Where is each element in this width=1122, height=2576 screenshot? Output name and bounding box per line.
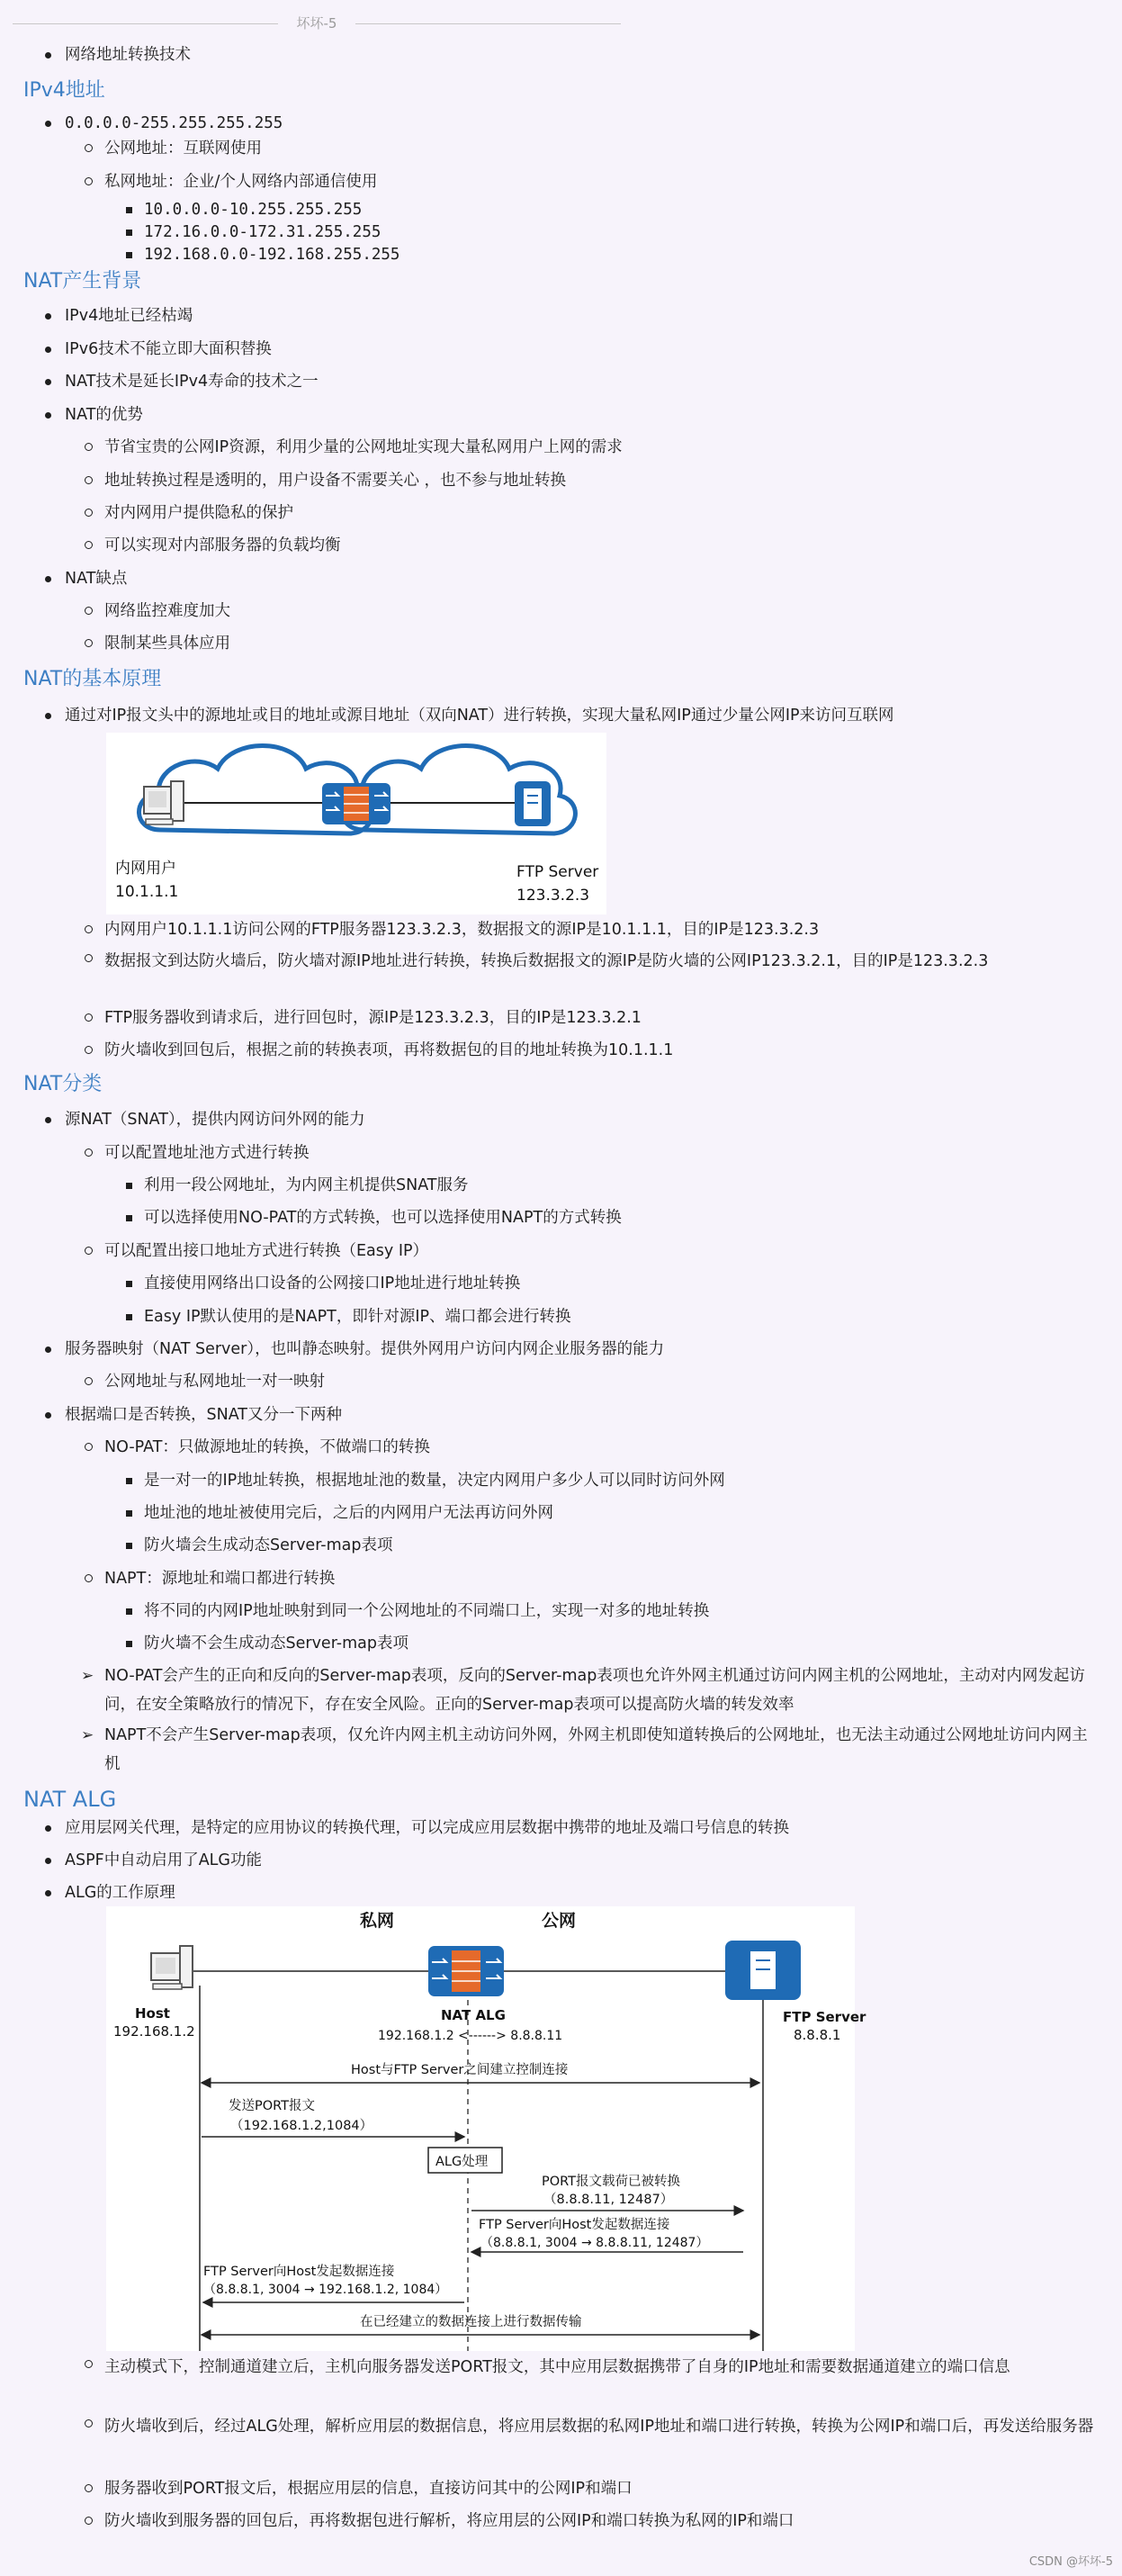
zone-private-label: 私网: [360, 1911, 395, 1931]
bullet-item: 地址池的地址被使用完后，之后的内网用户无法再访问外网: [144, 1501, 553, 1525]
bullet-item: 服务器映射（NAT Server），也叫静态映射。提供外网用户访问内网企业服务器的能力: [65, 1338, 664, 1361]
heading-ipv4: IPv4地址: [23, 79, 105, 102]
zone-public-label: 公网: [542, 1911, 577, 1931]
msg-control-connection: Host与FTP Server之间建立控制连接: [351, 2063, 569, 2077]
bullet-item: 是一对一的IP地址转换，根据地址池的数量，决定内网用户多少人可以同时访问外网: [144, 1469, 725, 1492]
bullet-item: 172.16.0.0-172.31.255.255: [144, 221, 381, 244]
firewall-icon: [428, 1946, 504, 1996]
bullet-item: 地址转换过程是透明的，用户设备不需要关心 ，也不参与地址转换: [104, 469, 566, 492]
bullet-item: 利用一段公网地址，为内网主机提供SNAT服务: [144, 1174, 469, 1197]
bullet-item: 0.0.0.0-255.255.255.255: [65, 112, 283, 135]
server-ip: 8.8.8.1: [794, 2027, 841, 2043]
server-icon: [725, 1941, 801, 2000]
bullet-item: 数据报文到达防火墙后，防火墙对源IP地址进行转换，转换后数据报文的源IP是防火墙的公网IP123.3.2.1，目的IP是123.3.2.3: [104, 947, 1094, 976]
bullet-item: 防火墙会生成动态Server-map表项: [144, 1534, 392, 1557]
bullet-item: FTP服务器收到请求后，进行回包时，源IP是123.3.2.3，目的IP是123.3.2.1: [104, 1006, 642, 1030]
bullet-item: 直接使用网络出口设备的公网接口IP地址进行地址转换: [144, 1272, 520, 1295]
host-label: 内网用户: [115, 860, 176, 878]
bullet-item: ➢ NAPT不会产生Server-map表项，仅允许内网主机主动访问外网，外网主机即使知道转换后的公网地址，也无法主动通过公网地址访问内网主机: [104, 1721, 1103, 1779]
host-ip: 10.1.1.1: [115, 883, 179, 901]
bullet-item: NAT缺点: [65, 567, 127, 590]
bullet-item: 源NAT（SNAT），提供内网访问外网的能力: [65, 1108, 365, 1131]
bullet-item: 限制某些具体应用: [104, 632, 230, 655]
top-divider: 坏坏-5: [13, 13, 621, 34]
msg-port-converted: PORT报文载荷已被转换: [542, 2175, 681, 2189]
bullet-item: NAT技术是延长IPv4寿命的技术之一: [65, 370, 319, 393]
bullet-item: Easy IP默认使用的是NAPT，即针对源IP、端口都会进行转换: [144, 1305, 571, 1329]
bullet-item: 应用层网关代理，是特定的应用协议的转换代理，可以完成应用层数据中携带的地址及端口号信息的转换: [65, 1816, 789, 1840]
alg-sequence-figure: [106, 1906, 866, 2351]
bullet-item: 可以选择使用NO-PAT的方式转换，也可以选择使用NAPT的方式转换: [144, 1206, 622, 1229]
bullet-item: 可以实现对内部服务器的负载均衡: [104, 534, 341, 557]
bullet-item: 可以配置出接口地址方式进行转换（Easy IP）: [104, 1239, 428, 1263]
msg-server-data-conn-addr: （8.8.8.1, 3004 → 8.8.8.11, 12487）: [480, 2236, 709, 2250]
server-label: FTP Server: [783, 2009, 866, 2025]
msg-send-port: 发送PORT报文: [229, 2099, 316, 2113]
msg-server-to-host: FTP Server向Host发起数据连接: [203, 2265, 395, 2279]
heading-nat-background: NAT产生背景: [23, 270, 142, 293]
bullet-item: NO-PAT：只做源地址的转换，不做端口的转换: [104, 1436, 430, 1459]
bullet-item: 服务器收到PORT报文后，根据应用层的信息，直接访问其中的公网IP和端口: [104, 2477, 633, 2500]
bullet-item: 防火墙收到服务器的回包后，再将数据包进行解析，将应用层的公网IP和端口转换为私网的IP和端口: [104, 2509, 794, 2533]
bullet-item: 网络地址转换技术: [65, 43, 191, 67]
bullet-item: ASPF中自动启用了ALG功能: [65, 1849, 262, 1872]
bullet-item: ➢ NO-PAT会产生的正向和反向的Server-map表项，反向的Server-map表项也允许外网主机通过访问内网主机的公网地址，主动对内网发起访问，在安全策略放行的情况下，存在安全风险。正向的Server-map表项可以提高防火墙的转发效率: [104, 1662, 1103, 1719]
pc-icon: [144, 781, 184, 824]
bullet-item: 防火墙收到回包后，根据之前的转换表项，再将数据包的目的地址转换为10.1.1.1: [104, 1039, 673, 1062]
server-icon: [515, 781, 551, 826]
bullet-item: 主动模式下，控制通道建立后，主机向服务器发送PORT报文，其中应用层数据携带了自身的IP地址和需要数据通道建立的端口信息: [104, 2353, 1103, 2382]
heading-nat-class: NAT分类: [23, 1073, 103, 1095]
pc-icon: [151, 1946, 193, 1989]
firewall-icon: [322, 783, 390, 824]
bullet-item: 防火墙收到后，经过ALG处理，解析应用层的数据信息，将应用层数据的私网IP地址和端口进行转换，转换为公网IP和端口后，再发送给服务器: [104, 2412, 1103, 2441]
heading-nat-basic: NAT的基本原理: [23, 668, 162, 690]
bullet-item: 节省宝贵的公网IP资源，利用少量的公网地址实现大量私网用户上网的需求: [104, 436, 623, 459]
bullet-item: NAT的优势: [65, 403, 143, 427]
server-label: FTP Server: [516, 863, 599, 881]
bullet-item: 公网地址与私网地址一对一映射: [104, 1370, 325, 1393]
bullet-item: 网络监控难度加大: [104, 599, 230, 623]
host-label: Host: [135, 2005, 170, 2022]
bullet-item: 防火墙不会生成动态Server-map表项: [144, 1632, 408, 1655]
watermark: CSDN @坏坏-5: [1028, 2555, 1113, 2569]
alg-process-box: ALG处理: [435, 2155, 489, 2169]
heading-nat-alg: NAT ALG: [23, 1787, 117, 1812]
bullet-item: 通过对IP报文头中的源地址或目的地址或源目地址（双向NAT）进行转换，实现大量私网IP通过少量公网IP来访问互联网: [65, 704, 894, 727]
bullet-item: IPv6技术不能立即大面积替换: [65, 338, 272, 361]
nat-label: NAT ALG: [441, 2007, 506, 2023]
nat-topology-figure: [106, 733, 606, 914]
bullet-item: IPv4地址已经枯竭: [65, 304, 193, 328]
msg-send-port-addr: （192.168.1.2,1084）: [230, 2119, 373, 2133]
bullet-item: 内网用户10.1.1.1访问公网的FTP服务器123.3.2.3，数据报文的源IP是10.1.1.1，目的IP是123.3.2.3: [104, 918, 819, 941]
msg-port-converted-addr: （8.8.8.11, 12487）: [543, 2193, 674, 2207]
bullet-item: 192.168.0.0-192.168.255.255: [144, 243, 399, 266]
bullet-item: 可以配置地址池方式进行转换: [104, 1141, 310, 1165]
msg-data-transfer: 在已经建立的数据连接上进行数据传输: [360, 2315, 582, 2329]
server-ip: 123.3.2.3: [516, 887, 590, 905]
bullet-item: 将不同的内网IP地址映射到同一个公网地址的不同端口上，实现一对多的地址转换: [144, 1599, 709, 1623]
nat-mapping: 192.168.1.2 <------> 8.8.8.11: [378, 2029, 563, 2043]
msg-server-to-host-addr: （8.8.8.1, 3004 → 192.168.1.2, 1084）: [203, 2283, 448, 2297]
bullet-item: 公网地址：互联网使用: [104, 137, 262, 160]
bullet-item: 根据端口是否转换，SNAT又分一下两种: [65, 1403, 342, 1427]
host-ip: 192.168.1.2: [113, 2023, 195, 2040]
bullet-item: 私网地址：企业/个人网络内部通信使用: [104, 170, 377, 194]
bullet-item: 10.0.0.0-10.255.255.255: [144, 198, 362, 221]
bullet-item: 对内网用户提供隐私的保护: [104, 501, 293, 525]
bullet-item: NAPT：源地址和端口都进行转换: [104, 1567, 335, 1590]
bullet-item: ALG的工作原理: [65, 1881, 175, 1905]
msg-server-data-conn: FTP Server向Host发起数据连接: [479, 2218, 670, 2232]
